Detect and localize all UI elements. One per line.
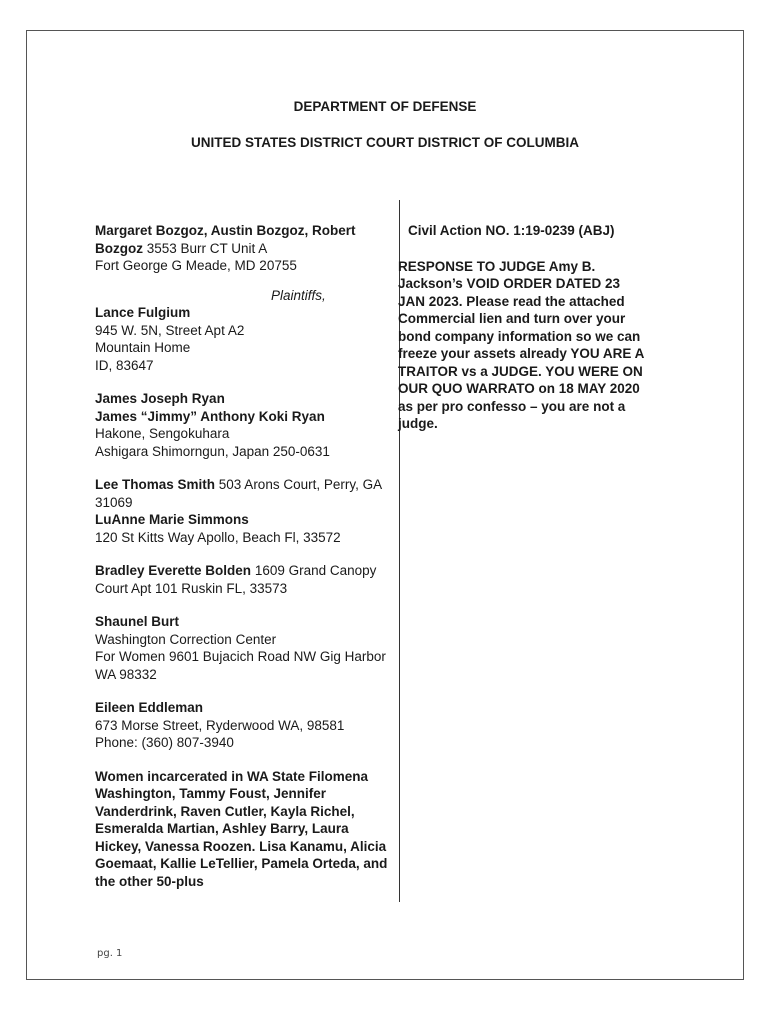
- party-eddleman: [95, 699, 395, 752]
- party-bozgoz-names: Margaret Bozgoz, Austin Bozgoz, Robert Bozgoz: [95, 223, 356, 256]
- party-burt-address2: For Women 9601 Bujacich Road NW Gig Harbor WA 98332: [95, 649, 386, 682]
- party-bolden: [95, 562, 395, 597]
- party-wa-women-text: Women incarcerated in WA State Filomena Washington, Tammy Foust, Jennifer Vanderdrink, Raven Cutler, Kayla Richel, Esmeralda Martian, Ashley Barry, Laura Hickey, Vanessa Roozen. Lisa Kanamu, Alicia Goemaat, Kallie LeTellier, Pamela Orteda, and the other 50-plus: [95, 768, 388, 889]
- party-smith-name: Lee Thomas Smith: [95, 477, 216, 492]
- party-eddleman-address1: 673 Morse Street, Ryderwood WA, 98581: [95, 717, 345, 733]
- plaintiffs-label: Plaintiffs,: [271, 287, 326, 303]
- party-simmons-address: 120 St Kitts Way Apollo, Beach Fl, 33572: [95, 529, 341, 545]
- party-fulgium-name: Lance Fulgium: [95, 305, 191, 320]
- case-column: [398, 222, 698, 433]
- party-burt-address1: Washington Correction Center: [95, 631, 277, 647]
- party-burt-name: Shaunel Burt: [95, 614, 180, 629]
- party-wa-women: [95, 768, 395, 891]
- party-simmons-name: LuAnne Marie Simmons: [95, 512, 249, 527]
- party-ryan-address1: Hakone, Sengokuhara: [95, 426, 230, 441]
- party-eddleman-address2: Phone: (360) 807-3940: [95, 735, 234, 750]
- response-text: RESPONSE TO JUDGE Amy B. Jackson’s VOID ORDER DATED 23 JAN 2023. Please read the attached Commercial lien and turn over your bond company information so we can freeze your assets already YOU ARE A TRAITOR vs a JUDGE. YOU WERE ON OUR QUO WARRATO on 18 MAY 2020 as per pro confesso – you are not a judge.: [398, 258, 645, 431]
- court-heading: UNITED STATES DISTRICT COURT DISTRICT OF COLUMBIA: [191, 135, 579, 150]
- party-ryan-name1: James Joseph Ryan: [95, 391, 225, 406]
- party-smith-text: [95, 476, 395, 511]
- party-bolden-address: 1609 Grand Canopy Court Apt 101 Ruskin FL, 33573: [95, 563, 377, 596]
- party-eddleman-name: Eileen Eddleman: [95, 700, 204, 715]
- party-bolden-name: Bradley Everette Bolden: [95, 563, 252, 578]
- party-ryan-name2: James “Jimmy” Anthony Koki Ryan: [95, 408, 325, 424]
- party-bozgoz-address2: Fort George G Meade, MD 20755: [95, 258, 297, 273]
- party-smith-address: 503 Arons Court, Perry, GA 31069: [95, 477, 382, 510]
- party-fulgium-address2: Mountain Home: [95, 340, 191, 355]
- party-burt: [95, 613, 395, 683]
- party-ryan-address2: Ashigara Shimorngun, Japan 250-0631: [95, 443, 330, 459]
- party-bolden-text: [95, 562, 395, 597]
- party-smith-simmons: [95, 476, 395, 546]
- party-fulgium-address3: ID, 83647: [95, 357, 154, 373]
- party-bozgoz-text: [95, 222, 395, 257]
- parties-column: [95, 222, 395, 906]
- page-number: pg. 1: [97, 948, 123, 959]
- party-bozgoz-address1: 3553 Burr CT Unit A: [143, 240, 268, 256]
- department-heading: DEPARTMENT OF DEFENSE: [293, 99, 477, 114]
- party-bozgoz: [95, 222, 395, 374]
- party-ryan: [95, 390, 395, 460]
- civil-action-number: Civil Action NO. 1:19-0239 (ABJ): [408, 223, 615, 238]
- party-fulgium-address1: 945 W. 5N, Street Apt A2: [95, 322, 245, 338]
